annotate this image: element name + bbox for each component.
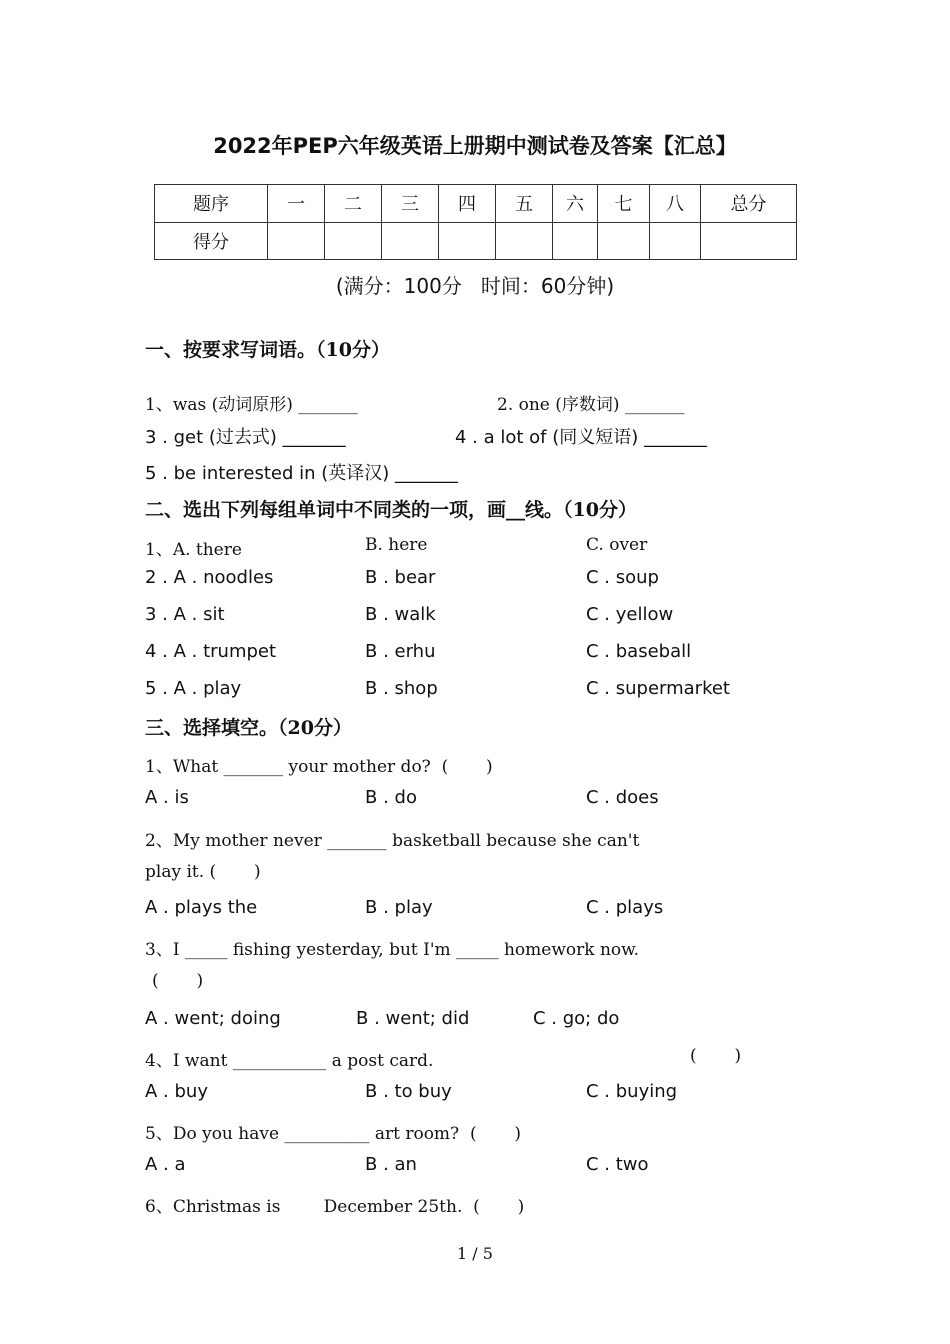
section3-heading: 三、选择填空。（20分） xyxy=(145,717,352,739)
score-table-header-row xyxy=(155,185,797,223)
section3-q2-option-c: C . plays xyxy=(586,897,664,918)
score-table-header-cell: 三 xyxy=(382,185,439,223)
section2-row1-option-a: 1、A. there xyxy=(145,540,242,560)
score-table-header-cell: 七 xyxy=(598,185,650,223)
section1-q1: 1、was (动词原形) _______ xyxy=(145,395,358,415)
page-number: 1 / 5 xyxy=(457,1244,493,1263)
score-cell[interactable] xyxy=(553,222,598,260)
section3-q3-line2: ( ) xyxy=(152,971,204,991)
section3-q2-line1: 2、My mother never _______ basketball because she can't xyxy=(145,831,640,851)
section2-row1-option-b: B. here xyxy=(365,535,428,555)
score-table-header-cell: 一 xyxy=(268,185,325,223)
section3-q2-option-a: A . plays the xyxy=(145,897,258,918)
score-table xyxy=(154,184,797,260)
section2-row3-option-a: 3 . A . sit xyxy=(145,604,225,625)
section2-row1-option-c: C. over xyxy=(586,535,648,555)
score-row-label: 得分 xyxy=(155,222,268,260)
section2-row4-option-c: C . baseball xyxy=(586,641,692,662)
score-table-header-cell: 题序 xyxy=(155,185,268,223)
section2-row3-option-b: B . walk xyxy=(365,604,436,625)
section3-q3-option-c: C . go; do xyxy=(533,1008,620,1029)
section3-q1-option-b: B . do xyxy=(365,787,417,808)
score-cell[interactable] xyxy=(701,222,797,260)
section3-q3-option-b: B . went; did xyxy=(356,1008,470,1029)
section3-q5-option-a: A . a xyxy=(145,1154,186,1175)
section3-q1-option-c: C . does xyxy=(586,787,659,808)
section2-row2-option-b: B . bear xyxy=(365,567,436,588)
score-cell[interactable] xyxy=(439,222,496,260)
section2-row2-option-c: C . soup xyxy=(586,567,659,588)
section2-row3-option-c: C . yellow xyxy=(586,604,674,625)
section2-row4-option-a: 4 . A . trumpet xyxy=(145,641,277,662)
section1-q2: 2. one (序数词) _______ xyxy=(497,395,685,415)
section1-q3: 3 . get (过去式) _______ xyxy=(145,427,346,448)
section3-q3-line1: 3、I _____ fishing yesterday, but I'm _____ homework now. xyxy=(145,940,640,960)
section3-q2-option-b: B . play xyxy=(365,897,433,918)
score-table-header-cell: 总分 xyxy=(701,185,797,223)
section3-q3-option-a: A . went; doing xyxy=(145,1008,281,1029)
section3-q5-option-b: B . an xyxy=(365,1154,417,1175)
score-cell[interactable] xyxy=(325,222,382,260)
section3-q5-option-c: C . two xyxy=(586,1154,649,1175)
section3-q1-text: 1、What _______ your mother do? ( ) xyxy=(145,757,493,777)
section3-q2-line2: play it. ( ) xyxy=(145,862,261,882)
section3-q4-option-b: B . to buy xyxy=(365,1081,452,1102)
section2-row5-option-a: 5 . A . play xyxy=(145,678,242,699)
section1-heading: 一、按要求写词语。（10分） xyxy=(145,339,390,361)
score-table-header-cell: 五 xyxy=(496,185,553,223)
score-cell[interactable] xyxy=(382,222,439,260)
score-cell[interactable] xyxy=(598,222,650,260)
score-table-score-row xyxy=(155,222,797,260)
section3-q4-answer-paren: ( ) xyxy=(690,1046,742,1066)
section2-row4-option-b: B . erhu xyxy=(365,641,436,662)
section3-q6-text: 6、Christmas is December 25th. ( ) xyxy=(145,1197,525,1217)
score-table-header-cell: 六 xyxy=(553,185,598,223)
section3-q4-option-a: A . buy xyxy=(145,1081,208,1102)
score-cell[interactable] xyxy=(268,222,325,260)
score-cell[interactable] xyxy=(496,222,553,260)
section2-row5-option-b: B . shop xyxy=(365,678,438,699)
score-table-header-cell: 二 xyxy=(325,185,382,223)
section1-q4: 4 . a lot of (同义短语) _______ xyxy=(455,427,707,448)
section2-row5-option-c: C . supermarket xyxy=(586,678,730,699)
section3-q1-option-a: A . is xyxy=(145,787,189,808)
section2-row2-option-a: 2 . A . noodles xyxy=(145,567,274,588)
section3-q4-option-c: C . buying xyxy=(586,1081,678,1102)
section1-q5: 5 . be interested in (英译汉) _______ xyxy=(145,463,459,484)
score-cell[interactable] xyxy=(650,222,701,260)
score-table-header-cell: 四 xyxy=(439,185,496,223)
document-title: 2022年PEP六年级英语上册期中测试卷及答案【汇总】 xyxy=(213,134,737,158)
section3-q4-text: 4、I want ___________ a post card. xyxy=(145,1051,434,1071)
section2-heading: 二、选出下列每组单词中不同类的一项，画__线。（10分） xyxy=(145,499,637,521)
score-table-header-cell: 八 xyxy=(650,185,701,223)
section3-q5-text: 5、Do you have __________ art room? ( ) xyxy=(145,1124,522,1144)
full-score-and-time: (满分：100分 时间：60分钟) xyxy=(335,274,615,298)
